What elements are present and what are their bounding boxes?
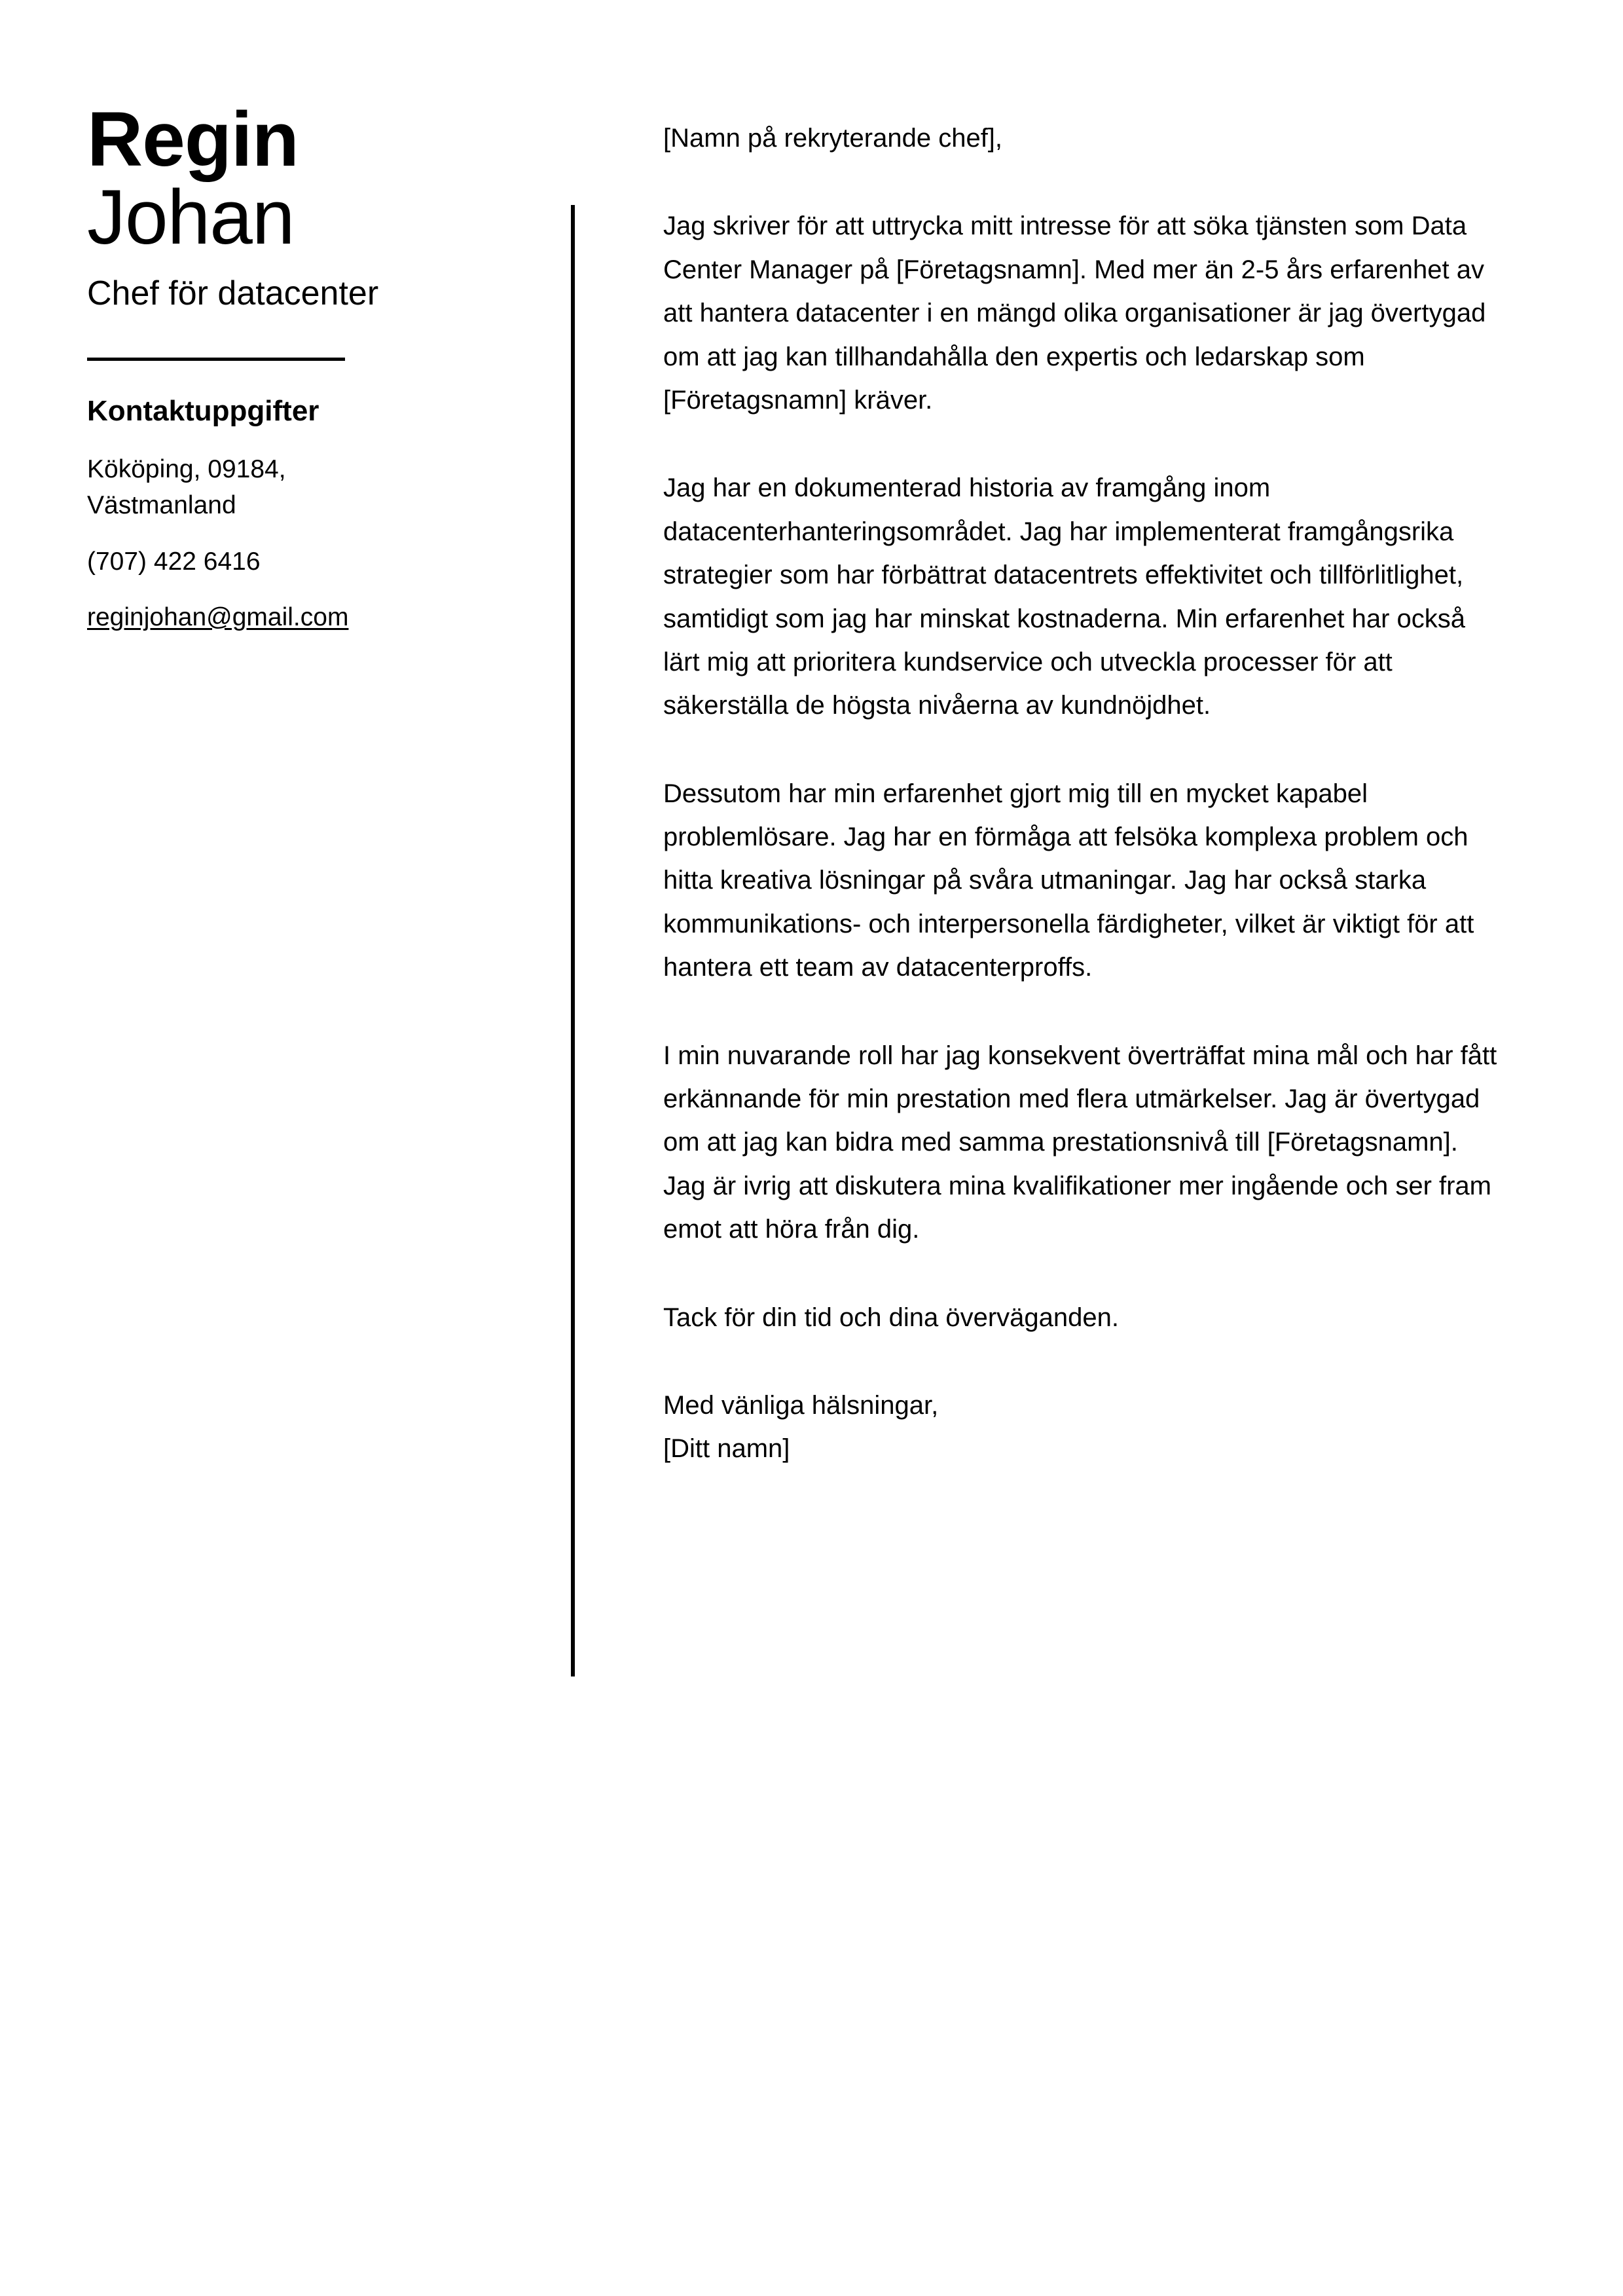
- sidebar: [87, 98, 480, 636]
- contact-address-line-1: Kököping, 09184,: [87, 455, 286, 484]
- applicant-job-title: Chef för datacenter: [87, 274, 379, 312]
- letter-paragraph-3: Dessutom har min erfarenhet gjort mig till en mycket kapabel problemlösare. Jag har en förmåga att felsöka komplexa problem och hitta kreativa lösningar på svåra utmaningar. Jag har också starka kommunikations- och interpersonella färdigheter, vilket är viktigt för att hantera ett team av datacenterproffs.: [663, 779, 1474, 982]
- letter-closing: Med vänliga hälsningar,: [663, 1390, 939, 1420]
- letter-body: [663, 117, 1501, 1471]
- letter-paragraph-1: Jag skriver för att uttrycka mitt intresse för att söka tjänsten som Data Center Manager på [Företagsnamn]. Med mer än 2-5 års erfarenhet av att hantera datacenter i en mängd olika organisationer är jag övertygad om att jag kan tillhandahålla den expertis och ledarskap som [Företagsnamn] kräver.: [663, 212, 1486, 415]
- letter-paragraph-4: I min nuvarande roll har jag konsekvent överträffat mina mål och har fått erkännande för min prestation med flera utmärkelser. Jag är övertygad om att jag kan bidra med samma prestationsnivå till [Företagsnamn]. Jag är ivrig att diskutera mina kvalifikationer mer ingående och ser fram emot att höra från dig.: [663, 1041, 1497, 1244]
- contact-phone: [87, 544, 336, 580]
- letter-paragraph-2: Jag har en dokumenterad historia av framgång inom datacenterhanteringsområdet. Jag har implementerat framgångsrika strategier som har förbättrat datacentrets effektivitet och tillförlitlighet, samtidigt som jag har minskat kostnaderna. Min erfarenhet har också lärt mig att prioritera kundservice och utveckla processer för att säkerställa de högsta nivåerna av kundnöjdhet.: [663, 473, 1466, 720]
- letter-thanks: Tack för din tid och dina överväganden.: [663, 1303, 1119, 1332]
- contact-section-heading: Kontaktuppgifter: [87, 395, 319, 428]
- letter-sign-off: [663, 1384, 1501, 1471]
- contact-email-link[interactable]: reginjohan@gmail.com: [87, 603, 349, 632]
- contact-details-list: [87, 451, 480, 636]
- contact-phone-value: (707) 422 6416: [87, 547, 261, 576]
- letter-signature: [Ditt namn]: [663, 1434, 790, 1464]
- applicant-last-name: Johan: [87, 174, 295, 261]
- contact-address-line-2: Västmanland: [87, 491, 236, 520]
- letter-salutation: [Namn på rekryterande chef],: [663, 124, 1003, 153]
- applicant-first-name: Regin: [87, 96, 299, 183]
- contact-email: [87, 599, 349, 635]
- column-divider: [571, 205, 575, 1676]
- contact-address: [87, 451, 336, 524]
- applicant-name: [87, 98, 480, 260]
- sidebar-divider-rule: [87, 358, 345, 361]
